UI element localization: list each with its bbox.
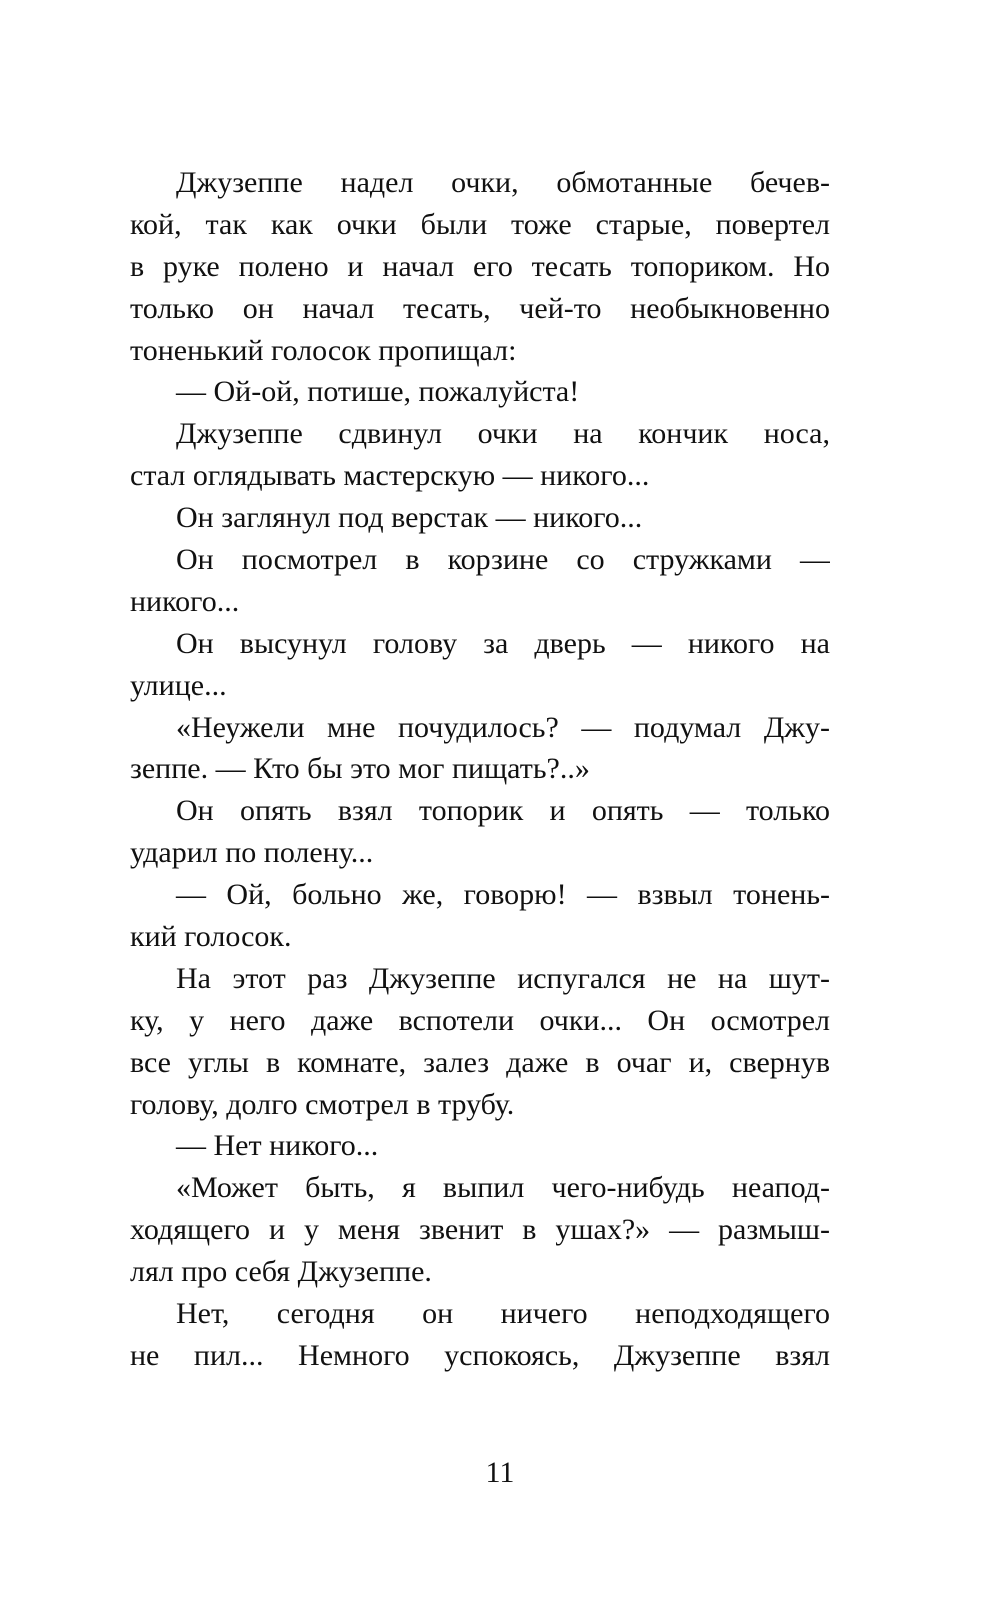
text-line: не пил... Немного успокоясь, Джузеппе взял [130, 1338, 830, 1372]
text-line: тоненький голосок пропищал: [130, 333, 517, 367]
text-line: — Нет никого... [176, 1129, 379, 1163]
text-line: Он заглянул под верстак — никого... [176, 501, 643, 535]
text-line: никого... [130, 584, 240, 618]
text-line: только он начал тесать, чей-то необыкновенно [130, 291, 830, 325]
page-number: 11 [485, 1456, 515, 1489]
text-line: Джузеппе надел очки, обмотанные бечев- [176, 166, 830, 199]
text-line: Он опять взял топорик и опять — только [176, 794, 830, 828]
text-line: На этот раз Джузеппе испугался не на шут- [176, 961, 830, 995]
text-line: — Ой-ой, потише, пожалуйста! [176, 375, 580, 409]
text-line: Джузеппе сдвинул очки на кончик носа, [176, 417, 830, 451]
text-line: стал оглядывать мастерскую — никого... [130, 459, 650, 493]
text-line: ударил по полену... [130, 836, 374, 870]
text-line: улице... [130, 668, 227, 702]
text-line: кой, так как очки были тоже старые, повертел [130, 207, 830, 241]
text-line: «Неужели мне почудилось? — подумал Джу- [176, 710, 830, 744]
text-line: ходящего и у меня звенит в ушах?» — размыш- [130, 1213, 830, 1247]
text-line: — Ой, больно же, говорю! — взвыл тонень- [176, 878, 830, 912]
body-text [130, 162, 830, 1377]
text-line: кий голосок. [130, 920, 292, 954]
text-line: голову, долго смотрел в трубу. [130, 1087, 515, 1121]
text-line: зеппе. — Кто бы это мог пищать?..» [130, 752, 590, 786]
text-line: лял про себя Джузеппе. [130, 1255, 432, 1289]
text-line: «Может быть, я выпил чего-нибудь неапод- [176, 1171, 830, 1205]
text-line: ку, у него даже вспотели очки... Он осмотрел [130, 1003, 830, 1037]
text-line: Он посмотрел в корзине со стружками — [176, 543, 830, 577]
text-line: все углы в комнате, залез даже в очаг и, свернув [130, 1045, 830, 1079]
text-line: в руке полено и начал его тесать топориком. Но [130, 249, 830, 283]
text-line: Он высунул голову за дверь — никого на [176, 626, 830, 660]
text-line: Нет, сегодня он ничего неподходящего [176, 1297, 830, 1331]
